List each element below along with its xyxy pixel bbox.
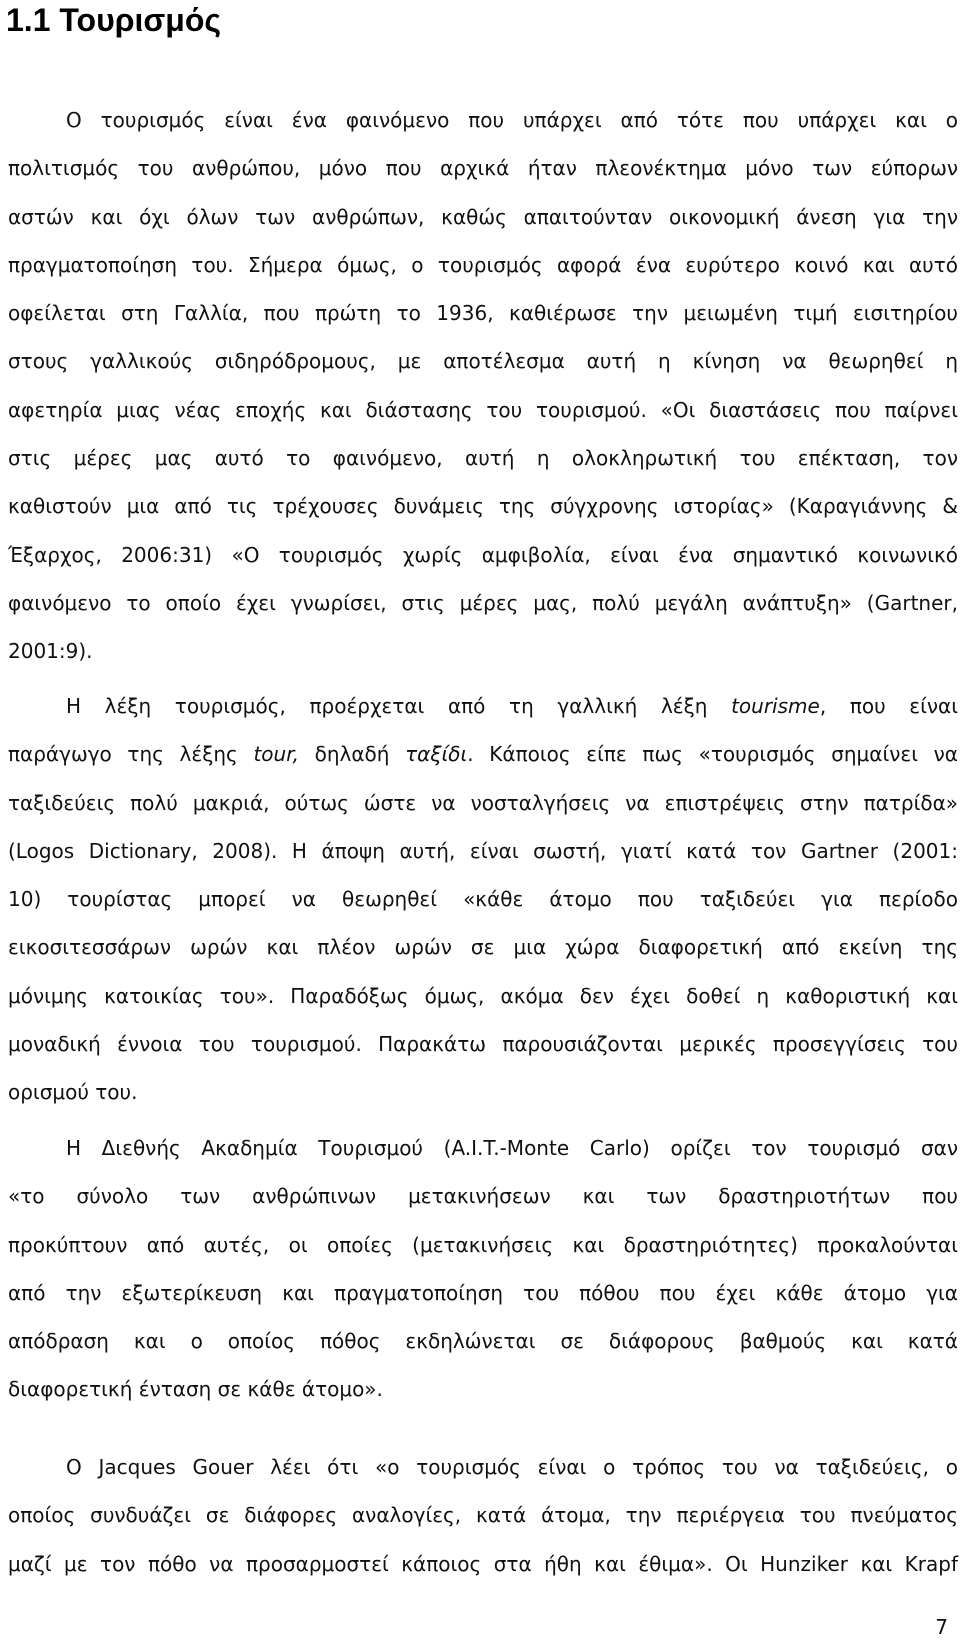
text-line: 10) τουρίστας μπορεί να θεωρηθεί «κάθε άτομο που ταξιδεύει για περίοδο (8, 887, 958, 912)
text-line: μοναδική έννοια του τουρισμού. Παρακάτω παρουσιάζονται μερικές προσεγγίσεις του (8, 1032, 958, 1057)
text-line (8, 730, 958, 778)
text-line: στους γαλλικούς σιδηρόδρομους, με αποτέλεσμα αυτή η κίνηση να θεωρηθεί η (8, 349, 958, 374)
text-line: οποίος συνδυάζει σε διάφορες αναλογίες, κατά άτομα, την περιέργεια του πνεύματος (8, 1503, 958, 1528)
text-line: αφετηρία μιας νέας εποχής και διάστασης του τουρισμού. «Οι διαστάσεις που παίρνει (8, 397, 958, 422)
text-run: παράγωγο της λέξης (8, 742, 254, 767)
text-run: δηλαδή (298, 742, 406, 767)
text-line (8, 682, 958, 730)
section-heading: 1.1 Τουρισμός (6, 2, 222, 38)
paragraph-1 (8, 96, 958, 676)
page-number: 7 (935, 1615, 948, 1639)
text-run: Η λέξη τουρισμός, προέρχεται από τη γαλλική λέξη (66, 694, 732, 718)
text-line: διαφορετική ένταση σε κάθε άτομο». (8, 1377, 383, 1402)
text-line: (Logos Dictionary, 2008). Η άποψη αυτή, είναι σωστή, γιατί κατά τον Gartner (2001: (8, 838, 958, 863)
text-line: ορισμού του. (8, 1080, 138, 1105)
text-line: αστών και όχι όλων των ανθρώπων, καθώς απαιτούνταν οικονομική άνεση για την (8, 204, 958, 229)
italic-term-tourisme: tourisme (731, 694, 820, 718)
text-line: προκύπτουν από αυτές, οι οποίες (μετακινήσεις και δραστηριότητες) προκαλούνται (8, 1232, 958, 1257)
text-line: Η Διεθνής Ακαδημία Τουρισμού (A.I.T.-Monte Carlo) ορίζει τον τουρισμό σαν (66, 1136, 958, 1160)
text-line: μόνιμης κατοικίας του». Παραδόξως όμως, ακόμα δεν έχει δοθεί η καθοριστική και (8, 983, 958, 1008)
text-line: Ο τουρισμός είναι ένα φαινόμενο που υπάρχει από τότε που υπάρχει και ο (66, 108, 958, 132)
text-line: Ο Jacques Gouer λέει ότι «ο τουρισμός είναι ο τρόπος του να ταξιδεύεις, ο (66, 1455, 958, 1479)
text-run: . Κάποιος είπε πως «τουρισμός σημαίνει να (467, 742, 958, 767)
text-line: φαινόμενο το οποίο έχει γνωρίσει, στις μέρες μας, πολύ μεγάλη ανάπτυξη» (Gartner, (8, 590, 958, 615)
text-line: στις μέρες μας αυτό το φαινόμενο, αυτή η ολοκληρωτική του επέκταση, τον (8, 446, 958, 471)
italic-term-tour: tour, (253, 742, 299, 767)
text-line: καθιστούν μια από τις τρέχουσες δυνάμεις της σύγχρονης ιστορίας» (Καραγιάννης & (8, 494, 958, 519)
text-line: από την εξωτερίκευση και πραγματοποίηση του πόθου που έχει κάθε άτομο για (8, 1280, 958, 1305)
paragraph-4 (8, 1443, 958, 1588)
text-line: ταξιδεύεις πολύ μακριά, ούτως ώστε να νοσταλγήσεις να επιστρέψεις στην πατρίδα» (8, 790, 958, 815)
text-line: πραγματοποίηση του. Σήμερα όμως, ο τουρισμός αφορά ένα ευρύτερο κοινό και αυτό (8, 252, 958, 277)
italic-term-taxidi: ταξίδι (405, 742, 468, 767)
text-line: 2001:9). (8, 639, 93, 664)
text-line: πολιτισμός του ανθρώπου, μόνο που αρχικά ήταν πλεονέκτημα μόνο των εύπορων (8, 156, 958, 181)
text-line: απόδραση και ο οποίος πόθος εκδηλώνεται σε διάφορους βαθμούς και κατά (8, 1329, 958, 1354)
text-line: οφείλεται στη Γαλλία, που πρώτη το 1936, καθιέρωσε την μειωμένη τιμή εισιτηρίου (8, 301, 958, 326)
text-line: εικοσιτεσσάρων ωρών και πλέον ωρών σε μια χώρα διαφορετική από εκείνη της (8, 935, 958, 960)
text-line: μαζί με τον πόθο να προσαρμοστεί κάποιος στα ήθη και έθιμα». Οι Hunziker και Krapf (8, 1551, 958, 1576)
paragraph-2 (8, 682, 958, 1117)
paragraph-3 (8, 1124, 958, 1414)
text-line: Έξαρχος, 2006:31) «Ο τουρισμός χωρίς αμφιβολία, είναι ένα σημαντικό κοινωνικό (8, 542, 958, 567)
text-line: «το σύνολο των ανθρώπινων μετακινήσεων και των δραστηριοτήτων που (8, 1184, 958, 1209)
text-run: , που είναι (819, 694, 959, 718)
